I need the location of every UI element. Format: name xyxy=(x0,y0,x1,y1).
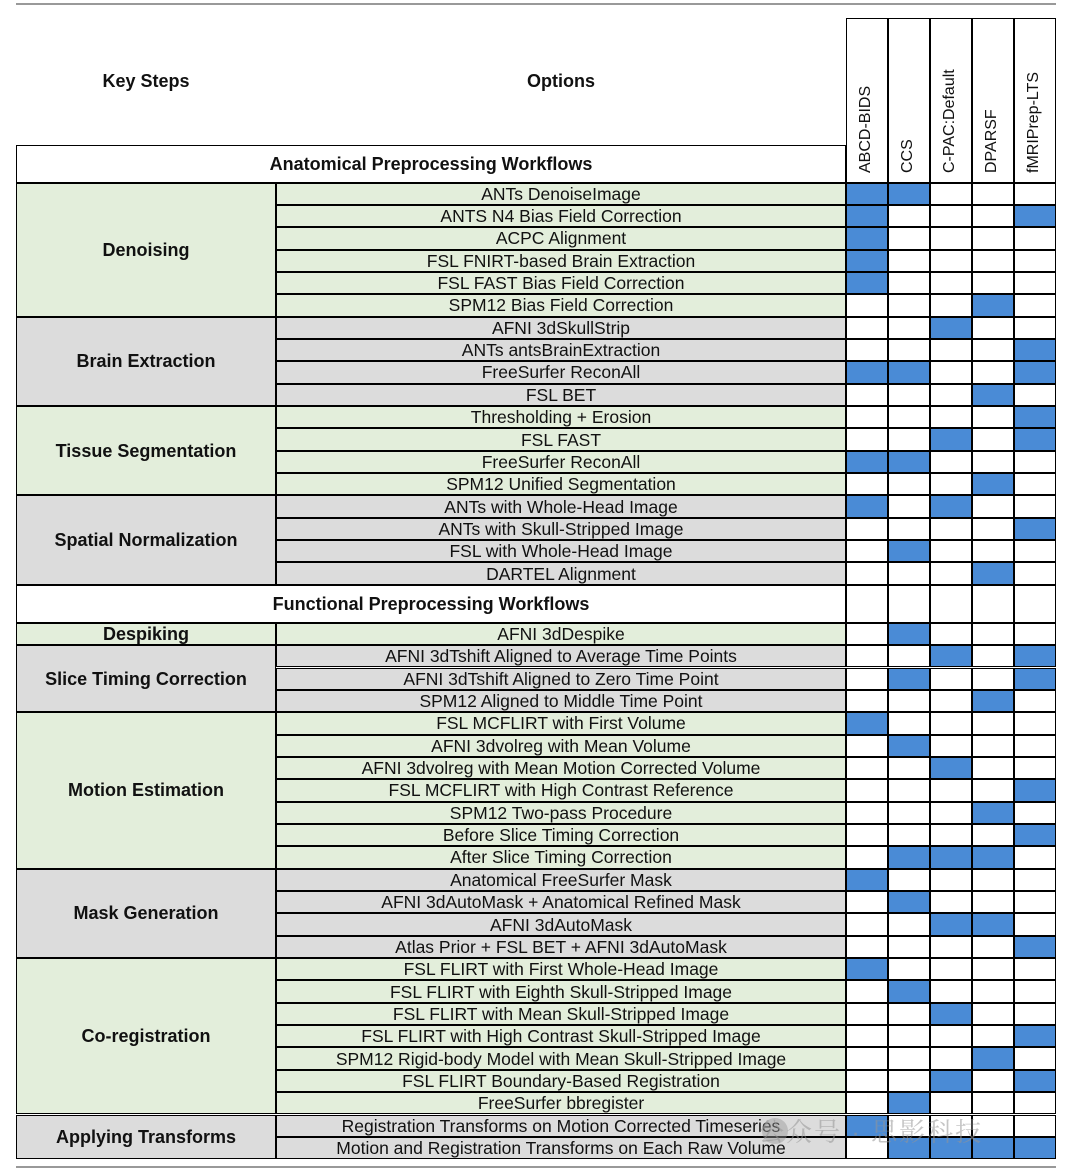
pipeline-empty-cell xyxy=(888,518,930,540)
key-step-label: Motion Estimation xyxy=(68,780,224,801)
pipeline-empty-cell xyxy=(972,869,1014,891)
pipeline-empty-cell xyxy=(888,250,930,272)
pipeline-header-label: CCS xyxy=(899,139,916,173)
pipeline-uses-cell xyxy=(1014,779,1056,801)
option-label: FSL FLIRT with First Whole-Head Image xyxy=(403,959,719,980)
pipeline-uses-cell xyxy=(930,846,972,868)
pipeline-uses-cell xyxy=(1014,936,1056,958)
option-label: ANTs with Whole-Head Image xyxy=(444,496,678,517)
pipeline-empty-cell xyxy=(1014,712,1056,734)
pipeline-empty-cell xyxy=(972,250,1014,272)
pipeline-uses-cell xyxy=(846,869,888,891)
option-label: AFNI 3dTshift Aligned to Zero Time Point xyxy=(403,668,719,689)
pipeline-empty-cell xyxy=(1014,562,1056,584)
pipeline-empty-cell xyxy=(972,272,1014,294)
section-empty-cell xyxy=(888,585,930,623)
key-step-label: Slice Timing Correction xyxy=(45,668,247,689)
pipeline-empty-cell xyxy=(846,757,888,779)
pipeline-empty-cell xyxy=(888,802,930,824)
pipeline-empty-cell xyxy=(1014,540,1056,562)
option-label: SPM12 Two-pass Procedure xyxy=(449,802,673,823)
option-label: FSL FLIRT with Eighth Skull-Stripped Image xyxy=(389,981,733,1002)
pipeline-empty-cell xyxy=(972,1003,1014,1025)
pipeline-empty-cell xyxy=(846,936,888,958)
option-label: SPM12 Unified Segmentation xyxy=(446,474,676,495)
pipeline-empty-cell xyxy=(972,495,1014,517)
pipeline-uses-cell xyxy=(972,294,1014,316)
pipeline-uses-cell xyxy=(846,712,888,734)
pipeline-empty-cell xyxy=(1014,495,1056,517)
section-empty-cell xyxy=(972,585,1014,623)
pipeline-empty-cell xyxy=(888,824,930,846)
pipeline-uses-cell xyxy=(972,1047,1014,1069)
pipeline-empty-cell xyxy=(846,317,888,339)
pipeline-empty-cell xyxy=(1014,473,1056,495)
pipeline-empty-cell xyxy=(846,406,888,428)
option-label: ANTs antsBrainExtraction xyxy=(461,340,661,361)
pipeline-uses-cell xyxy=(972,690,1014,712)
pipeline-empty-cell xyxy=(930,779,972,801)
pipeline-empty-cell xyxy=(972,645,1014,667)
pipeline-empty-cell xyxy=(930,473,972,495)
pipeline-empty-cell xyxy=(1014,451,1056,473)
pipeline-empty-cell xyxy=(972,824,1014,846)
key-step-label: Tissue Segmentation xyxy=(55,440,237,461)
pipeline-empty-cell xyxy=(972,183,1014,205)
pipeline-empty-cell xyxy=(1014,757,1056,779)
pipeline-empty-cell xyxy=(930,540,972,562)
pipeline-uses-cell xyxy=(930,913,972,935)
pipeline-empty-cell xyxy=(1014,802,1056,824)
option-label: Motion and Registration Transforms on Each Raw Volume xyxy=(336,1138,786,1159)
pipeline-empty-cell xyxy=(972,406,1014,428)
pipeline-uses-cell xyxy=(1014,518,1056,540)
pipeline-uses-cell xyxy=(888,891,930,913)
pipeline-empty-cell xyxy=(846,623,888,645)
pipeline-header-label: fMRIPrep-LTS xyxy=(1025,71,1042,173)
pipeline-empty-cell xyxy=(846,690,888,712)
pipeline-empty-cell xyxy=(972,361,1014,383)
pipeline-empty-cell xyxy=(972,980,1014,1002)
pipeline-empty-cell xyxy=(846,824,888,846)
section-empty-cell xyxy=(846,585,888,623)
pipeline-empty-cell xyxy=(930,891,972,913)
pipeline-empty-cell xyxy=(972,339,1014,361)
option-label: AFNI 3dAutoMask xyxy=(490,914,632,935)
pipeline-empty-cell xyxy=(972,936,1014,958)
option-label: AFNI 3dvolreg with Mean Motion Corrected Volume xyxy=(361,758,761,779)
pipeline-empty-cell xyxy=(846,518,888,540)
pipeline-empty-cell xyxy=(846,473,888,495)
pipeline-empty-cell xyxy=(1014,980,1056,1002)
pipeline-uses-cell xyxy=(930,645,972,667)
pipeline-empty-cell xyxy=(888,1003,930,1025)
pipeline-empty-cell xyxy=(930,690,972,712)
option-label: AFNI 3dvolreg with Mean Volume xyxy=(431,735,691,756)
pipeline-empty-cell xyxy=(930,562,972,584)
pipeline-uses-cell xyxy=(930,317,972,339)
pipeline-empty-cell xyxy=(888,869,930,891)
pipeline-empty-cell xyxy=(972,451,1014,473)
pipeline-empty-cell xyxy=(888,1047,930,1069)
pipeline-empty-cell xyxy=(846,294,888,316)
pipeline-empty-cell xyxy=(930,735,972,757)
option-label: Thresholding + Erosion xyxy=(470,407,652,428)
pipeline-empty-cell xyxy=(846,540,888,562)
pipeline-empty-cell xyxy=(930,361,972,383)
pipeline-empty-cell xyxy=(930,183,972,205)
pipeline-empty-cell xyxy=(846,645,888,667)
pipeline-empty-cell xyxy=(888,473,930,495)
bottom-rule xyxy=(16,1166,1056,1168)
pipeline-empty-cell xyxy=(1014,869,1056,891)
pipeline-empty-cell xyxy=(846,980,888,1002)
pipeline-header-label: DPARSF xyxy=(983,109,1000,173)
pipeline-empty-cell xyxy=(972,735,1014,757)
pipeline-empty-cell xyxy=(1014,317,1056,339)
pipeline-empty-cell xyxy=(846,779,888,801)
pipeline-uses-cell xyxy=(846,451,888,473)
pipeline-empty-cell xyxy=(1014,1092,1056,1114)
pipeline-empty-cell xyxy=(972,757,1014,779)
pipeline-empty-cell xyxy=(888,205,930,227)
pipeline-header-label: C-PAC:Default xyxy=(941,69,958,173)
section-empty-cell xyxy=(1014,585,1056,623)
pipeline-empty-cell xyxy=(888,936,930,958)
pipeline-empty-cell xyxy=(888,339,930,361)
option-label: FSL FLIRT with Mean Skull-Stripped Image xyxy=(392,1003,730,1024)
pipeline-empty-cell xyxy=(1014,958,1056,980)
pipeline-empty-cell xyxy=(846,339,888,361)
pipeline-uses-cell xyxy=(1014,1070,1056,1092)
pipeline-empty-cell xyxy=(888,495,930,517)
pipeline-empty-cell xyxy=(930,623,972,645)
option-label: FSL FAST xyxy=(520,429,602,450)
pipeline-empty-cell xyxy=(930,1025,972,1047)
option-label: FSL FLIRT Boundary-Based Registration xyxy=(402,1070,720,1091)
option-label: AFNI 3dSkullStrip xyxy=(491,317,631,338)
option-label: FSL FNIRT-based Brain Extraction xyxy=(426,250,696,271)
option-label: AFNI 3dTshift Aligned to Average Time Points xyxy=(385,646,737,667)
option-label: ANTs DenoiseImage xyxy=(481,183,641,204)
key-step-label: Applying Transforms xyxy=(55,1126,237,1147)
pipeline-uses-cell xyxy=(888,668,930,690)
pipeline-empty-cell xyxy=(846,735,888,757)
option-label: Registration Transforms on Motion Corrected Timeseries xyxy=(341,1115,781,1136)
option-label: SPM12 Rigid-body Model with Mean Skull-Stripped Image xyxy=(335,1048,787,1069)
pipeline-uses-cell xyxy=(930,1070,972,1092)
pipeline-uses-cell xyxy=(1014,668,1056,690)
pipeline-empty-cell xyxy=(930,451,972,473)
pipeline-empty-cell xyxy=(972,428,1014,450)
option-label: ANTs with Skull-Stripped Image xyxy=(438,518,684,539)
section-title: Functional Preprocessing Workflows xyxy=(272,593,590,614)
pipeline-uses-cell xyxy=(888,540,930,562)
pipeline-empty-cell xyxy=(930,958,972,980)
pipeline-empty-cell xyxy=(846,668,888,690)
pipeline-uses-cell xyxy=(1014,645,1056,667)
section-title: Anatomical Preprocessing Workflows xyxy=(269,153,593,174)
pipeline-empty-cell xyxy=(846,384,888,406)
pipeline-uses-cell xyxy=(972,384,1014,406)
pipeline-uses-cell xyxy=(930,757,972,779)
pipeline-empty-cell xyxy=(972,779,1014,801)
pipeline-empty-cell xyxy=(1014,250,1056,272)
option-label: Atlas Prior + FSL BET + AFNI 3dAutoMask xyxy=(395,936,727,957)
pipeline-uses-cell xyxy=(846,250,888,272)
pipeline-empty-cell xyxy=(888,317,930,339)
pipeline-empty-cell xyxy=(888,779,930,801)
pipeline-empty-cell xyxy=(846,891,888,913)
key-step-label: Denoising xyxy=(102,239,190,260)
option-label: FreeSurfer bbregister xyxy=(477,1093,645,1114)
pipeline-uses-cell xyxy=(846,227,888,249)
pipeline-uses-cell xyxy=(1014,339,1056,361)
key-step-label: Mask Generation xyxy=(73,903,219,924)
pipeline-uses-cell xyxy=(888,846,930,868)
pipeline-empty-cell xyxy=(972,623,1014,645)
option-label: SPM12 Aligned to Middle Time Point xyxy=(419,691,703,712)
pipeline-uses-cell xyxy=(888,735,930,757)
pipeline-uses-cell xyxy=(972,473,1014,495)
pipeline-empty-cell xyxy=(930,339,972,361)
pipeline-empty-cell xyxy=(888,406,930,428)
pipeline-uses-cell xyxy=(846,272,888,294)
pipeline-uses-cell xyxy=(888,183,930,205)
pipeline-uses-cell xyxy=(930,428,972,450)
pipeline-empty-cell xyxy=(888,757,930,779)
pipeline-empty-cell xyxy=(930,936,972,958)
pipeline-empty-cell xyxy=(846,846,888,868)
pipeline-uses-cell xyxy=(888,623,930,645)
pipeline-empty-cell xyxy=(930,272,972,294)
pipeline-empty-cell xyxy=(888,712,930,734)
option-label: FreeSurfer ReconAll xyxy=(481,362,641,383)
pipeline-uses-cell xyxy=(846,205,888,227)
pipeline-uses-cell xyxy=(930,1003,972,1025)
pipeline-uses-cell xyxy=(930,495,972,517)
pipeline-empty-cell xyxy=(1014,913,1056,935)
key-step-label: Brain Extraction xyxy=(76,351,216,372)
pipeline-uses-cell xyxy=(846,495,888,517)
option-label: FSL BET xyxy=(525,384,597,405)
key-steps-header: Key Steps xyxy=(102,70,190,91)
pipeline-empty-cell xyxy=(888,913,930,935)
options-header: Options xyxy=(527,70,595,91)
pipeline-empty-cell xyxy=(1014,735,1056,757)
option-label: ANTS N4 Bias Field Correction xyxy=(440,206,682,227)
pipeline-empty-cell xyxy=(846,562,888,584)
pipeline-uses-cell xyxy=(1014,1137,1056,1159)
pipeline-uses-cell xyxy=(846,958,888,980)
pipeline-uses-cell xyxy=(1014,428,1056,450)
pipeline-empty-cell xyxy=(930,227,972,249)
pipeline-uses-cell xyxy=(1014,824,1056,846)
pipeline-uses-cell xyxy=(972,562,1014,584)
key-step-label: Despiking xyxy=(102,623,190,644)
option-label: FSL FLIRT with High Contrast Skull-Stripped Image xyxy=(361,1026,761,1047)
pipeline-empty-cell xyxy=(846,913,888,935)
pipeline-empty-cell xyxy=(1014,294,1056,316)
pipeline-empty-cell xyxy=(1014,1003,1056,1025)
pipeline-empty-cell xyxy=(1014,183,1056,205)
pipeline-empty-cell xyxy=(888,227,930,249)
pipeline-uses-cell xyxy=(1014,361,1056,383)
pipeline-uses-cell xyxy=(888,980,930,1002)
pipeline-uses-cell xyxy=(972,802,1014,824)
pipeline-empty-cell xyxy=(846,1047,888,1069)
pipeline-empty-cell xyxy=(846,1003,888,1025)
pipeline-empty-cell xyxy=(888,428,930,450)
pipeline-empty-cell xyxy=(1014,1115,1056,1137)
pipeline-empty-cell xyxy=(1014,227,1056,249)
pipeline-empty-cell xyxy=(846,1025,888,1047)
pipeline-empty-cell xyxy=(930,869,972,891)
section-empty-cell xyxy=(930,585,972,623)
pipeline-empty-cell xyxy=(930,518,972,540)
pipeline-empty-cell xyxy=(930,294,972,316)
watermark: 公众号 · 思影科技 xyxy=(758,1117,984,1147)
pipeline-empty-cell xyxy=(1014,384,1056,406)
pipeline-uses-cell xyxy=(846,361,888,383)
option-label: Anatomical FreeSurfer Mask xyxy=(450,869,672,890)
pipeline-empty-cell xyxy=(972,958,1014,980)
pipeline-empty-cell xyxy=(930,824,972,846)
pipeline-empty-cell xyxy=(972,1070,1014,1092)
pipeline-empty-cell xyxy=(888,1025,930,1047)
pipeline-empty-cell xyxy=(846,428,888,450)
pipeline-empty-cell xyxy=(1014,623,1056,645)
pipeline-empty-cell xyxy=(888,958,930,980)
option-label: SPM12 Bias Field Correction xyxy=(448,295,674,316)
pipeline-empty-cell xyxy=(846,1070,888,1092)
pipeline-empty-cell xyxy=(888,294,930,316)
pipeline-uses-cell xyxy=(1014,205,1056,227)
option-label: FSL MCFLIRT with High Contrast Reference xyxy=(388,780,734,801)
pipeline-empty-cell xyxy=(930,668,972,690)
pipeline-empty-cell xyxy=(930,406,972,428)
pipeline-empty-cell xyxy=(972,1025,1014,1047)
pipeline-header-label: ABCD-BIDS xyxy=(857,85,874,173)
pipeline-empty-cell xyxy=(930,1047,972,1069)
option-label: FSL MCFLIRT with First Volume xyxy=(436,713,686,734)
option-label: ACPC Alignment xyxy=(495,228,627,249)
pipeline-empty-cell xyxy=(972,668,1014,690)
pipeline-empty-cell xyxy=(930,712,972,734)
option-label: FreeSurfer ReconAll xyxy=(481,451,641,472)
pipeline-empty-cell xyxy=(930,205,972,227)
pipeline-empty-cell xyxy=(972,712,1014,734)
pipeline-empty-cell xyxy=(1014,272,1056,294)
option-label: AFNI 3dAutoMask + Anatomical Refined Mask xyxy=(381,892,741,913)
option-label: Before Slice Timing Correction xyxy=(442,825,680,846)
pipeline-uses-cell xyxy=(972,913,1014,935)
pipeline-empty-cell xyxy=(972,317,1014,339)
pipeline-uses-cell xyxy=(1014,406,1056,428)
option-label: After Slice Timing Correction xyxy=(450,847,672,868)
pipeline-empty-cell xyxy=(972,891,1014,913)
pipeline-empty-cell xyxy=(930,802,972,824)
pipeline-uses-cell xyxy=(972,846,1014,868)
pipeline-uses-cell xyxy=(888,451,930,473)
pipeline-empty-cell xyxy=(930,384,972,406)
pipeline-empty-cell xyxy=(972,227,1014,249)
pipeline-empty-cell xyxy=(930,980,972,1002)
pipeline-empty-cell xyxy=(1014,846,1056,868)
pipeline-uses-cell xyxy=(846,183,888,205)
key-step-label: Spatial Normalization xyxy=(54,530,238,551)
pipeline-empty-cell xyxy=(888,1070,930,1092)
pipeline-empty-cell xyxy=(972,518,1014,540)
pipeline-empty-cell xyxy=(1014,891,1056,913)
pipeline-empty-cell xyxy=(888,690,930,712)
pipeline-empty-cell xyxy=(888,562,930,584)
pipeline-empty-cell xyxy=(930,250,972,272)
pipeline-empty-cell xyxy=(1014,690,1056,712)
pipeline-empty-cell xyxy=(888,384,930,406)
pipeline-uses-cell xyxy=(888,361,930,383)
option-label: AFNI 3dDespike xyxy=(497,623,625,644)
pipeline-empty-cell xyxy=(846,802,888,824)
pipeline-empty-cell xyxy=(1014,1047,1056,1069)
pipeline-uses-cell xyxy=(1014,1025,1056,1047)
pipeline-empty-cell xyxy=(888,645,930,667)
pipeline-empty-cell xyxy=(972,540,1014,562)
option-label: FSL with Whole-Head Image xyxy=(449,541,673,562)
option-label: DARTEL Alignment xyxy=(486,563,636,584)
option-label: FSL FAST Bias Field Correction xyxy=(437,273,685,294)
pipeline-empty-cell xyxy=(972,205,1014,227)
pipeline-empty-cell xyxy=(888,272,930,294)
key-step-label: Co-registration xyxy=(81,1026,211,1047)
